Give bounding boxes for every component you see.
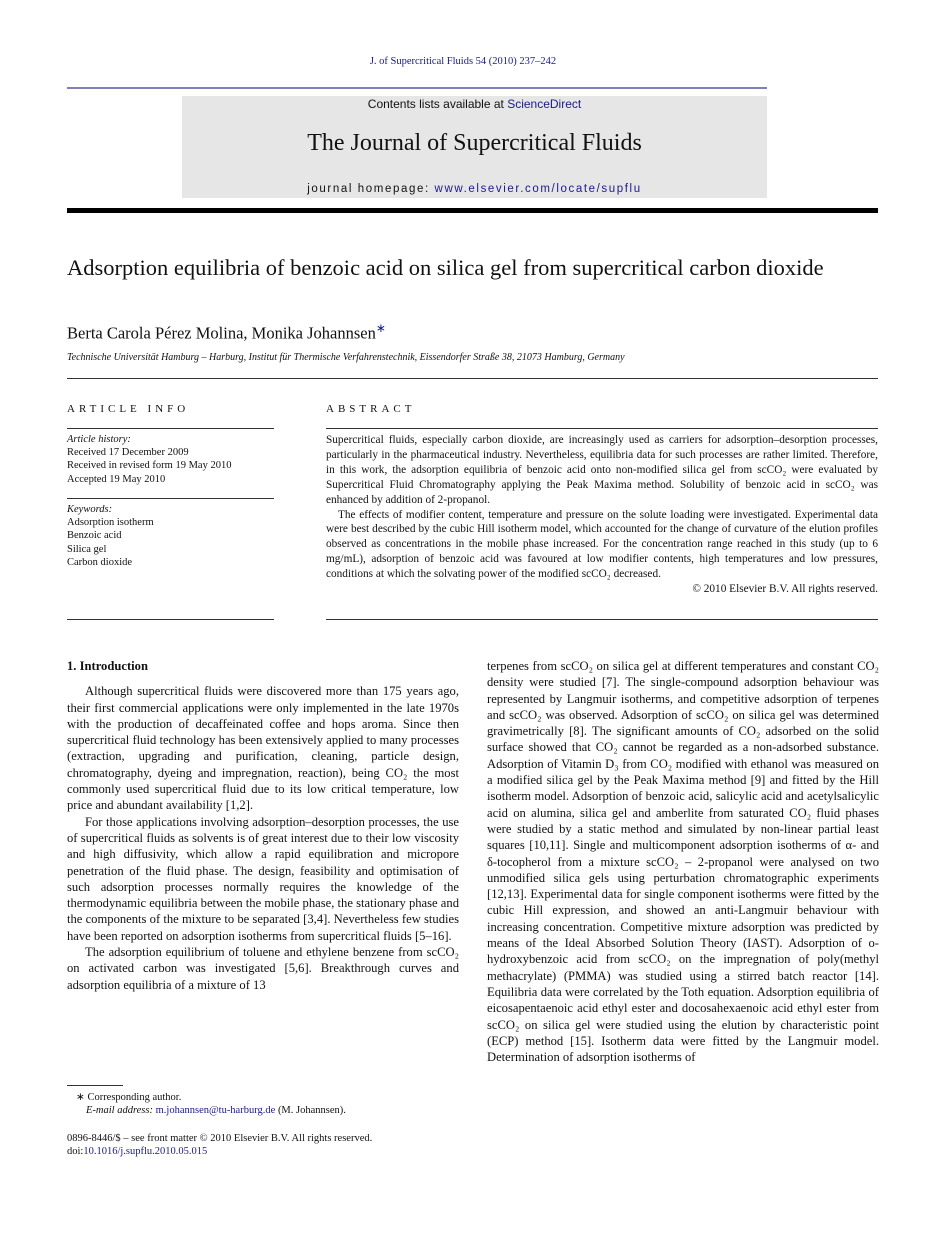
footnote xyxy=(76,1091,346,1117)
email-link[interactable]: m.johannsen@tu-harburg.de xyxy=(155,1105,276,1117)
author-names: Berta Carola Pérez Molina, Monika Johannsen xyxy=(67,323,376,343)
banner-rule xyxy=(67,208,878,213)
contents-line xyxy=(182,97,767,111)
keyword: Benzoic acid xyxy=(67,530,122,542)
journal-homepage xyxy=(182,183,767,195)
divider xyxy=(67,619,274,620)
history-label: Article history: xyxy=(67,434,131,445)
body-paragraph: Although supercritical fluids were discovered more than 175 years ago, their first commercial applications were only implemented in the late 1970s with the production of decaffeinated coffee and hops aroma. Since then supercritical fluid technology has been extensively applied to many processes (extraction, upgrading and purification, cleaning, particle design, chromatography, dyeing and impregnation, reaction), being CO₂ the most commonly used supercritical fluid due to its low critical temperature, low price and abundant availability [1,2]. xyxy=(67,684,459,813)
copyright: © 2010 Elsevier B.V. All rights reserved. xyxy=(692,583,878,596)
affiliation: Technische Universität Hamburg – Harburg, Institut für Thermische Verfahrenstechnik, Eissendorfer Straße 38, 21073 Hamburg, Germany xyxy=(67,352,625,363)
divider xyxy=(67,378,878,379)
footer xyxy=(67,1132,372,1158)
footnote-text: Corresponding author. xyxy=(87,1092,182,1103)
keyword: Silica gel xyxy=(67,543,107,555)
email-label: E-mail address: xyxy=(86,1105,156,1117)
email-suffix: (M. Johannsen). xyxy=(275,1105,346,1117)
abstract-heading: ABSTRACT xyxy=(326,403,416,415)
header-divider xyxy=(67,87,767,89)
history-item: Received 17 December 2009 xyxy=(67,447,189,459)
history-item: Accepted 19 May 2010 xyxy=(67,473,166,485)
divider xyxy=(326,428,878,429)
keywords-label: Keywords: xyxy=(67,504,113,515)
footnote-mark: ∗ xyxy=(76,1092,85,1103)
contents-prefix: Contents lists available at xyxy=(367,97,508,111)
issn-line: 0896-8446/$ – see front matter © 2010 Elsevier B.V. All rights reserved. xyxy=(67,1133,373,1144)
article-title: Adsorption equilibria of benzoic acid on silica gel from supercritical carbon dioxide xyxy=(67,255,824,280)
article-info-heading: ARTICLE INFO xyxy=(67,403,190,415)
doi-label: doi: xyxy=(67,1146,84,1158)
section-heading: 1. Introduction xyxy=(67,659,148,673)
sciencedirect-link[interactable]: ScienceDirect xyxy=(507,97,582,111)
body-paragraph: The adsorption equilibrium of toluene and ethylene benzene from scCO₂ on activated carbon was investigated [5,6]. Breakthrough curves and adsorption equilibria of a mixture of 13 xyxy=(67,945,459,992)
doi-link[interactable]: 10.1016/j.supflu.2010.05.015 xyxy=(83,1146,208,1158)
article-history xyxy=(67,433,231,486)
right-column xyxy=(487,658,879,1065)
history-item: Received in revised form 19 May 2010 xyxy=(67,460,232,472)
homepage-link[interactable]: www.elsevier.com/locate/supflu xyxy=(434,183,642,195)
journal-title: The Journal of Supercritical Fluids xyxy=(307,130,642,156)
body-paragraph: For those applications involving adsorption–desorption processes, the use of supercritical fluids as solvents is of great interest due to their low viscosity and high diffusivity, which allow a rapid equilibration and micropore penetration of the fluid phase. The design, feasibility and optimisation of such adsorption processes normally requires the knowledge of the thermodynamic equilibria between the mobile phase, the stationary phase and the components of the mixture to be separated [3,4]. Nevertheless few studies have been reported on adsorption isotherms from supercritical fluids [5–16]. xyxy=(67,814,459,943)
divider xyxy=(67,428,274,429)
body-paragraph: terpenes from scCO₂ on silica gel at different temperatures and constant CO₂ density were studied [7]. The single-compound adsorption behaviour was represented by Langmuir isotherms, and competitive adsorption of terpenes and scCO₂ was observed. Adsorption of scCO₂ on silica gel was determined gravimetrically [8]. The significant amounts of CO₂ adsorbed on the solid surface showed that CO₂ cannot be regarded as a non-adsorbed substance. Adsorption of Vitamin D₃ from CO₂ modified with ethanol was measured on a modified silica gel by the Peak Maxima method [9] and fitted by the Hill isotherm model. Adsorption of benzoic acid, salicylic acid and acetylsalicylic acid on alumina, silica gel and amberlite from saturated CO₂ fluid phases were studied by a static method and simulated by non-linear partial least squares [10,11]. Single and multicomponent adsorption isotherms of α- and δ-tocopherol from a mixture scCO₂ – 2-propanol were analysed on two unmodified silica gels using perturbation chromatographic experiments [12,13]. Experimental data for single component isotherms were fitted by the cubic Hill expression, and showed an anti-Langmuir behaviour with increasing concentration. Competitive mixture adsorption was predicted by means of the Ideal Absorbed Solution Theory (IAST). Adsorption of o-hydroxybenzoic acid from scCO₂ on the impregnation of poly(methyl methacrylate) (PMMA) was studied using a stirred batch reactor [14]. Equilibria data were correlated by the Toth equation. Adsorption equilibria of eicosapentaenoic acid ethyl ester and docosahexaenoic acid ethyl ester from scCO₂ on silica gel were studied using the elution by characteristic point (ECP) method [15]. Isotherm data were fitted by the Langmuir model. Determination of adsorption isotherms of xyxy=(487,659,879,1065)
authors xyxy=(67,321,386,344)
keyword: Adsorption isotherm xyxy=(67,517,154,529)
left-column xyxy=(67,658,459,993)
corresponding-mark[interactable]: ∗ xyxy=(375,321,386,335)
abstract-paragraph: Supercritical fluids, especially carbon dioxide, are increasingly used as carriers for adsorption–desorption processes, particularly in the pharmaceutical industry. Nevertheless, equilibria data for such processes are rather limited. Therefore, in this work, the adsorption equilibria of benzoic acid onto non-modified silica gel from scCO₂ were evaluated by Supercritical Fluid Chromatography applying the Peak Maxima method. Solubility of benzoic acid in scCO₂ was enhanced by addition of 2-propanol. xyxy=(326,434,878,506)
footnote-rule xyxy=(67,1085,123,1086)
divider xyxy=(326,619,878,620)
abstract-paragraph: The effects of modifier content, temperature and pressure on the solute loading were investigated. Experimental data were best described by the cubic Hill isotherm model, which accounted for the change of curvature of the elution profiles observed as concentrations in the mobile phase increased. For the concentration range reached in this study (up to 6 mg/mL), adsorption of benzoic acid was favoured at low modifier contents, high temperatures and low pressures, conditions at which the solvating power of the modified scCO₂ decreased. xyxy=(326,508,878,581)
running-head[interactable]: J. of Supercritical Fluids 54 (2010) 237–242 xyxy=(369,56,557,67)
divider xyxy=(67,498,274,499)
abstract xyxy=(326,433,878,597)
homepage-label: journal homepage: xyxy=(307,183,435,195)
keywords xyxy=(67,503,154,569)
keyword: Carbon dioxide xyxy=(67,556,133,568)
